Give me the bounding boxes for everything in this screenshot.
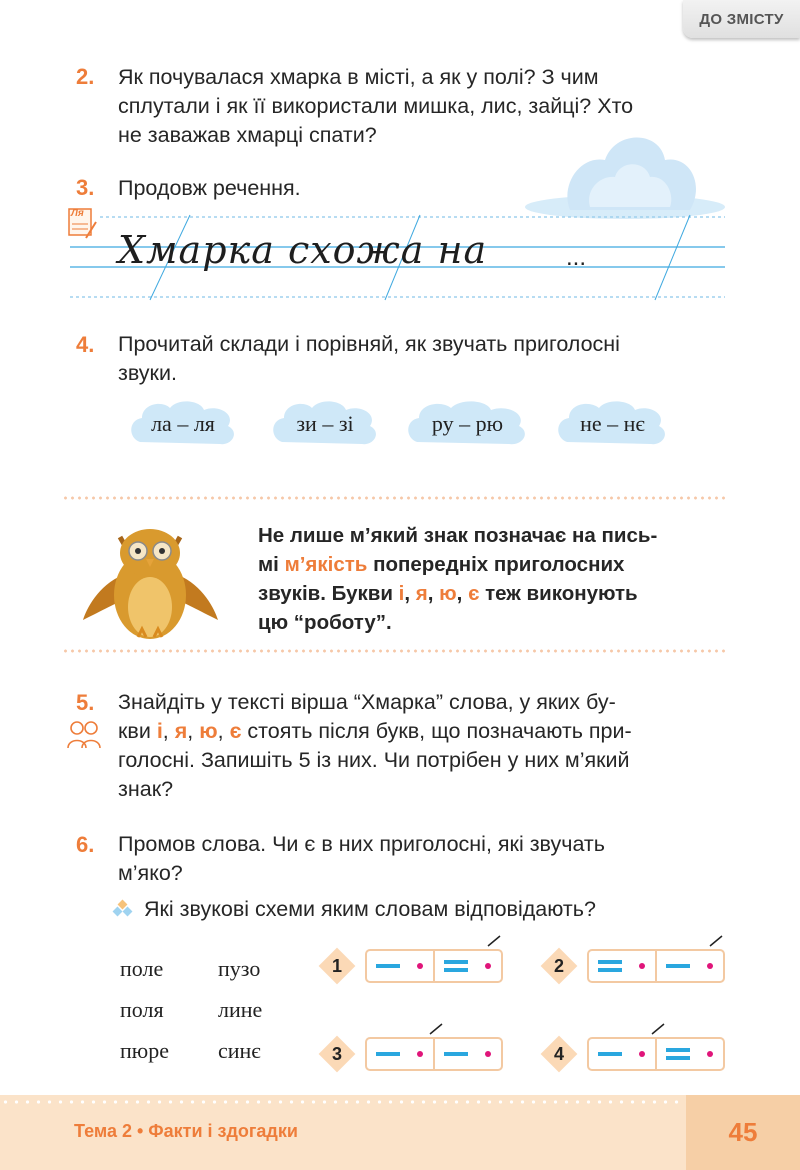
- task-number: 2.: [76, 64, 95, 89]
- highlighted-letter: і: [398, 582, 405, 605]
- vowel-mark: [417, 963, 423, 969]
- text-line: сплутали і як її використали мишка, лис, зайці? Хто: [118, 94, 634, 118]
- text-span: ,: [404, 582, 416, 605]
- text-line: Знайдіть у тексті вірша “Хмарка” слова, у яких бу-: [118, 690, 616, 714]
- vowel-mark: [485, 1051, 491, 1057]
- text-span: мі: [258, 553, 285, 576]
- highlighted-letter: є: [468, 582, 480, 605]
- sound-scheme: [318, 942, 508, 992]
- stress-mark: [488, 936, 500, 946]
- sub-question: Які звукові схеми яким словам відповідають?: [144, 897, 596, 921]
- text-span: попередніх приголосних: [367, 553, 625, 576]
- stress-mark: [430, 1024, 442, 1034]
- task-4-text: [118, 330, 738, 388]
- word: синє: [218, 1038, 261, 1063]
- task-number: 5.: [76, 690, 95, 715]
- scheme-number: 3: [331, 1043, 342, 1064]
- text-line: Прочитай склади і порівняй, як звучать приголосні: [118, 332, 620, 356]
- scheme-number: 2: [553, 955, 564, 976]
- task-number: 6.: [76, 832, 95, 857]
- page-number: 45: [686, 1095, 800, 1170]
- highlighted-word: м’якість: [284, 553, 368, 576]
- text-line: знак?: [118, 777, 174, 801]
- highlighted-letter: ю: [199, 719, 218, 743]
- task-number: 4.: [76, 332, 95, 357]
- word: лине: [218, 997, 263, 1022]
- rule-line: Не лише м’який знак позначає на пись-: [258, 524, 658, 547]
- stress-mark: [710, 936, 722, 946]
- highlighted-letter: я: [415, 582, 428, 605]
- syllable-cloud: [270, 398, 380, 450]
- pair-work-icon: [66, 718, 102, 750]
- text-span: ,: [427, 582, 440, 605]
- text-span: стоять після букв, що позначають при-: [241, 719, 632, 743]
- text-line: Промов слова. Чи є в них приголосні, які звучать: [118, 832, 605, 856]
- highlighted-letter: і: [156, 719, 163, 743]
- chapter-title: Тема 2 • Факти і здогадки: [74, 1121, 298, 1141]
- ornament-divider: [62, 648, 728, 654]
- task-2-text: [118, 63, 738, 150]
- vowel-mark: [639, 963, 645, 969]
- text-span: ,: [217, 719, 230, 743]
- text-line: м’яко?: [118, 861, 183, 885]
- text-span: теж виконують: [479, 582, 638, 605]
- rule-line: [258, 550, 728, 579]
- text-line: [118, 717, 738, 746]
- syllable-cloud: [128, 398, 238, 450]
- vowel-mark: [707, 1051, 713, 1057]
- sound-scheme: [318, 1030, 508, 1080]
- task-3-text: Продовж речення.: [118, 176, 301, 200]
- text-line: не заважав хмарці спати?: [118, 123, 377, 147]
- task-6-text: [118, 830, 738, 888]
- syllable-pair: ла – ля: [151, 411, 215, 436]
- highlighted-letter: є: [229, 719, 242, 743]
- sound-scheme: [540, 942, 730, 992]
- syllable-pair: зи – зі: [296, 411, 354, 436]
- syllable-cloud: [555, 398, 670, 450]
- stress-mark: [652, 1024, 664, 1034]
- text-line: звуки.: [118, 361, 177, 385]
- rule-line: [258, 579, 728, 608]
- vowel-mark: [639, 1051, 645, 1057]
- table-of-contents-button[interactable]: ДО ЗМІСТУ: [683, 0, 800, 38]
- syllable-pair: не – нє: [580, 411, 645, 436]
- word: пузо: [218, 956, 261, 981]
- rule-line: цю “роботу”.: [258, 611, 392, 634]
- ellipsis: ...: [566, 244, 587, 271]
- diamond-bullet-icon: [112, 899, 134, 921]
- vowel-mark: [707, 963, 713, 969]
- text-span: ,: [187, 719, 200, 743]
- task-number: 3.: [76, 175, 95, 200]
- syllable-pair: ру – рю: [431, 411, 504, 436]
- text-span: ,: [162, 719, 175, 743]
- text-span: ,: [456, 582, 469, 605]
- text-span: звуків. Букви: [258, 582, 399, 605]
- text-line: голосні. Запишіть 5 із них. Чи потрібен у них м’який: [118, 748, 630, 772]
- rule-text: [258, 521, 728, 637]
- word: поля: [120, 997, 164, 1022]
- word: поле: [120, 956, 164, 981]
- highlighted-letter: я: [174, 719, 188, 743]
- vowel-mark: [417, 1051, 423, 1057]
- word: пюре: [120, 1038, 169, 1063]
- highlighted-letter: ю: [439, 582, 457, 605]
- text-line: Як почувалася хмарка в місті, а як у полі? З чим: [118, 65, 599, 89]
- ornament-divider: [62, 495, 728, 501]
- scheme-number: 1: [331, 955, 342, 976]
- sound-scheme: [540, 1030, 730, 1080]
- handwritten-sentence: Хмарка схожа на: [118, 228, 488, 272]
- text-span: кви: [118, 719, 157, 743]
- vowel-mark: [485, 963, 491, 969]
- syllable-cloud: [405, 398, 530, 450]
- owl-illustration: [78, 515, 223, 645]
- scheme-number: 4: [553, 1043, 564, 1064]
- task-5-text: [118, 688, 738, 804]
- icon-label: Ля: [71, 208, 84, 219]
- footer-ornament: [0, 1098, 686, 1106]
